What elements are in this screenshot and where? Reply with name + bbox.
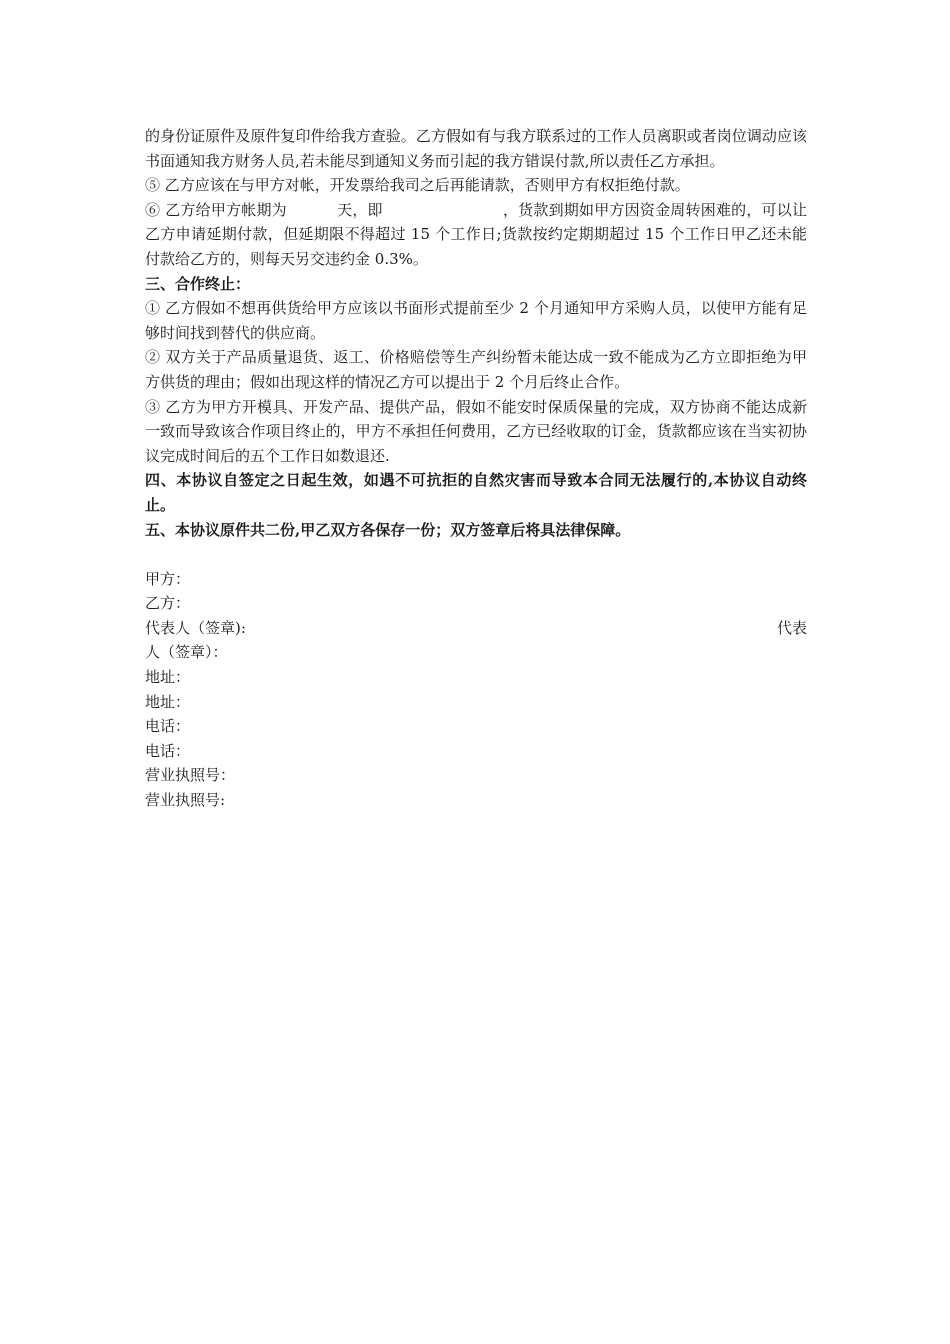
section-3-item-3: ③ 乙方为甲方开模具、开发产品、提供产品，假如不能安时保质保量的完成，双方协商不能达成新一致而导致该合作项目终止的，甲方不承担任何费用，乙方已经收取的订金，货款都应该在当实初协议完成时间后的五个工作日如数退还. [145, 397, 807, 465]
clause-id-verification: 的身份证原件及原件复印件给我方查验。乙方假如有与我方联系过的工作人员离职或者岗位调动应该书面通知我方财务人员,若未能尽到通知义务而引起的我方错误付款,所以责任乙方承担。 [145, 127, 807, 170]
clause-6-part-c: ，货款到期如甲方因资金周转困难的，可以让乙方申请延期付款，但延期限不得超过 15 个工作日;货款按约定期期超过 15 个工作日甲乙还未能付款给乙方的，则每天另交违约金 0.3%。 [145, 200, 807, 268]
party-a-label: 甲方： [145, 569, 191, 588]
representative-right-label-start: 代表 [776, 618, 807, 637]
clause-6-part-b: 天，即 [336, 200, 383, 219]
phone-label-a: 电话： [145, 717, 191, 736]
address-label-b: 地址： [145, 692, 191, 711]
business-license-label-a: 营业执照号： [145, 766, 236, 785]
phone-label-b: 电话： [145, 741, 191, 760]
party-b-label: 乙方： [145, 594, 191, 613]
address-label-a: 地址： [145, 668, 191, 687]
representative-row [145, 616, 807, 641]
section-3-item-2: ② 双方关于产品质量退货、返工、价格赔偿等生产纠纷暂未能达成一致不能成为乙方立即拒绝为甲方供货的理由；假如出现这样的情况乙方可以提出于 2 个月后终止合作。 [145, 348, 807, 391]
document-body [145, 124, 807, 813]
clause-6-part-a: ⑥ 乙方给甲方帐期为 [145, 200, 287, 219]
section-4-effective: 四、本协议自签定之日起生效，如遇不可抗拒的自然灾害而导致本合同无法履行的,本协议自动终止。 [145, 471, 807, 514]
representative-left-label: 代表人（签章): [145, 618, 246, 637]
section-3-item-1: ① 乙方假如不想再供货给甲方应该以书面形式提前至少 2 个月通知甲方采购人员，以使甲方能有足够时间找到替代的供应商。 [145, 299, 807, 342]
representative-right-label-end: 人（签章）： [145, 643, 228, 662]
spacer [145, 542, 807, 567]
clause-5-invoice: ⑤ 乙方应该在与甲方对帐，开发票给我司之后再能请款，否则甲方有权拒绝付款。 [145, 176, 690, 195]
business-license-label-b: 营业执照号: [145, 791, 226, 810]
section-5-copies: 五、本协议原件共二份,甲乙双方各保存一份；双方签章后将具法律保障。 [145, 520, 631, 539]
clause-6-payment-terms [145, 198, 807, 272]
section-3-heading: 三、合作终止： [145, 274, 251, 293]
